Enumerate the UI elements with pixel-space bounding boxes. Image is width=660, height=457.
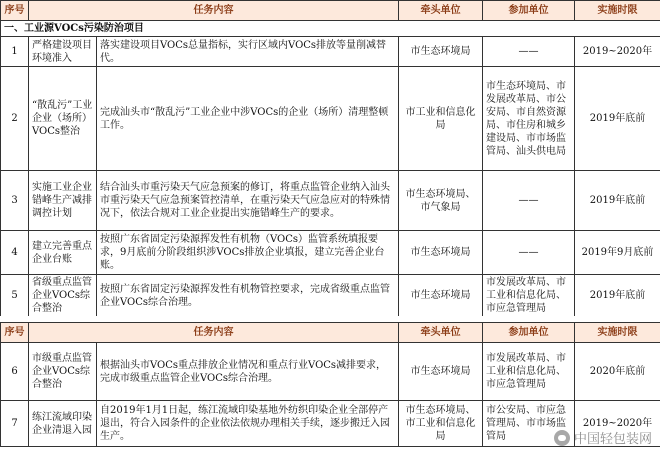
section-row xyxy=(1,21,660,37)
header-lead: 牵头单位 xyxy=(399,323,483,343)
header-task: 任务内容 xyxy=(29,323,399,343)
row-lead: 市生态环境局 xyxy=(399,343,483,401)
row-participate: —— xyxy=(483,171,575,231)
row-participate: 市发展改革局、市工业和信息化局、市应急管理局 xyxy=(483,343,575,401)
header-task: 任务内容 xyxy=(29,1,399,21)
row-participate: —— xyxy=(483,231,575,275)
table-header-row xyxy=(1,323,660,343)
row-no: 4 xyxy=(1,231,29,275)
row-content: 完成汕头市“散乱污”工业企业中涉VOCs的企业（场所）清理整顿工作。 xyxy=(97,67,399,171)
row-content: 根据汕头市VOCs重点排放企业情况和重点行业VOCs减排要求，完成市级重点监管企业VOCs综合治理。 xyxy=(97,343,399,401)
row-no: 1 xyxy=(1,37,29,67)
row-content: 落实建设项目VOCs总量指标，实行区域内VOCs排放等量削减替代。 xyxy=(97,37,399,67)
table-header-row xyxy=(1,1,660,21)
wechat-icon xyxy=(554,430,570,446)
row-lead: 市生态环境局、市工业和信息化局 xyxy=(399,401,483,447)
header-lead: 牵头单位 xyxy=(399,1,483,21)
section-title: 一、工业源VOCs污染防治项目 xyxy=(1,21,660,37)
row-no: 3 xyxy=(1,171,29,231)
row-participate: 市发展改革局、市工业和信息化局、市应急管理局 xyxy=(483,275,575,317)
row-lead: 市生态环境局、市气象局 xyxy=(399,171,483,231)
row-no: 2 xyxy=(1,67,29,171)
row-lead: 市生态环境局 xyxy=(399,231,483,275)
table-row xyxy=(1,37,660,67)
row-deadline: 2019年9月底前 xyxy=(575,231,660,275)
row-deadline: 2019年底前 xyxy=(575,171,660,231)
row-no: 7 xyxy=(1,401,29,447)
watermark xyxy=(554,428,652,447)
row-name: 练江流域印染企业清退入园 xyxy=(29,401,97,447)
row-lead: 市生态环境局 xyxy=(399,275,483,317)
row-no: 6 xyxy=(1,343,29,401)
row-name: “散乱污”工业企业（场所）VOCs整治 xyxy=(29,67,97,171)
row-content: 按照广东省固定污染源挥发性有机物管控要求，完成省级重点监管企业VOCs综合治理。 xyxy=(97,275,399,317)
row-lead: 市生态环境局 xyxy=(399,37,483,67)
row-lead: 市工业和信息化局 xyxy=(399,67,483,171)
row-name: 严格建设项目环境准入 xyxy=(29,37,97,67)
row-deadline: 2019~2020年 xyxy=(575,401,660,447)
header-deadline: 实施时限 xyxy=(575,323,660,343)
row-deadline: 2019~2020年 xyxy=(575,37,660,67)
table-row xyxy=(1,231,660,275)
header-participate: 参加单位 xyxy=(483,323,575,343)
watermark-text: 中国轻包装网 xyxy=(573,432,652,447)
row-name: 建立完善重点企业台账 xyxy=(29,231,97,275)
header-seq: 序号 xyxy=(1,1,29,21)
row-name: 市级重点监管企业VOCs综合整治 xyxy=(29,343,97,401)
table-row xyxy=(1,275,660,317)
row-content: 结合汕头市重污染天气应急预案的修订，将重点监管企业纳入汕头市重污染天气应急预案管控清单，在重污染天气应急应对的特殊情况下，依法合规对工业企业提出实施错峰生产的要求。 xyxy=(97,171,399,231)
row-name: 实施工业企业错峰生产减排调控计划 xyxy=(29,171,97,231)
row-deadline: 2019年底前 xyxy=(575,67,660,171)
row-no: 5 xyxy=(1,275,29,317)
header-participate: 参加单位 xyxy=(483,1,575,21)
row-deadline: 2019年底前 xyxy=(575,275,660,317)
header-seq: 序号 xyxy=(1,323,29,343)
header-deadline: 实施时限 xyxy=(575,1,660,21)
row-participate: 市公安局、市应急管理局、市市场监管局 xyxy=(483,401,575,447)
table-row xyxy=(1,171,660,231)
row-content: 自2019年1月1日起，练江流域印染基地外纺织印染企业全部停产退出，符合入园条件的企业依法依规办理相关手续，逐步搬迁入园生产。 xyxy=(97,401,399,447)
table-row xyxy=(1,343,660,401)
row-content: 按照广东省固定污染源挥发性有机物（VOCs）监管系统填报要求，9月底前分阶段组织涉VOCs排放企业填报，建立完善企业台账。 xyxy=(97,231,399,275)
table-row xyxy=(1,67,660,171)
row-participate: 市生态环境局、市发展改革局、市公安局、市自然资源局、市住房和城乡建设局、市市场监管局、汕头供电局 xyxy=(483,67,575,171)
row-deadline: 2020年底前 xyxy=(575,343,660,401)
row-participate: —— xyxy=(483,37,575,67)
row-name: 省级重点监管企业VOCs综合整治 xyxy=(29,275,97,317)
